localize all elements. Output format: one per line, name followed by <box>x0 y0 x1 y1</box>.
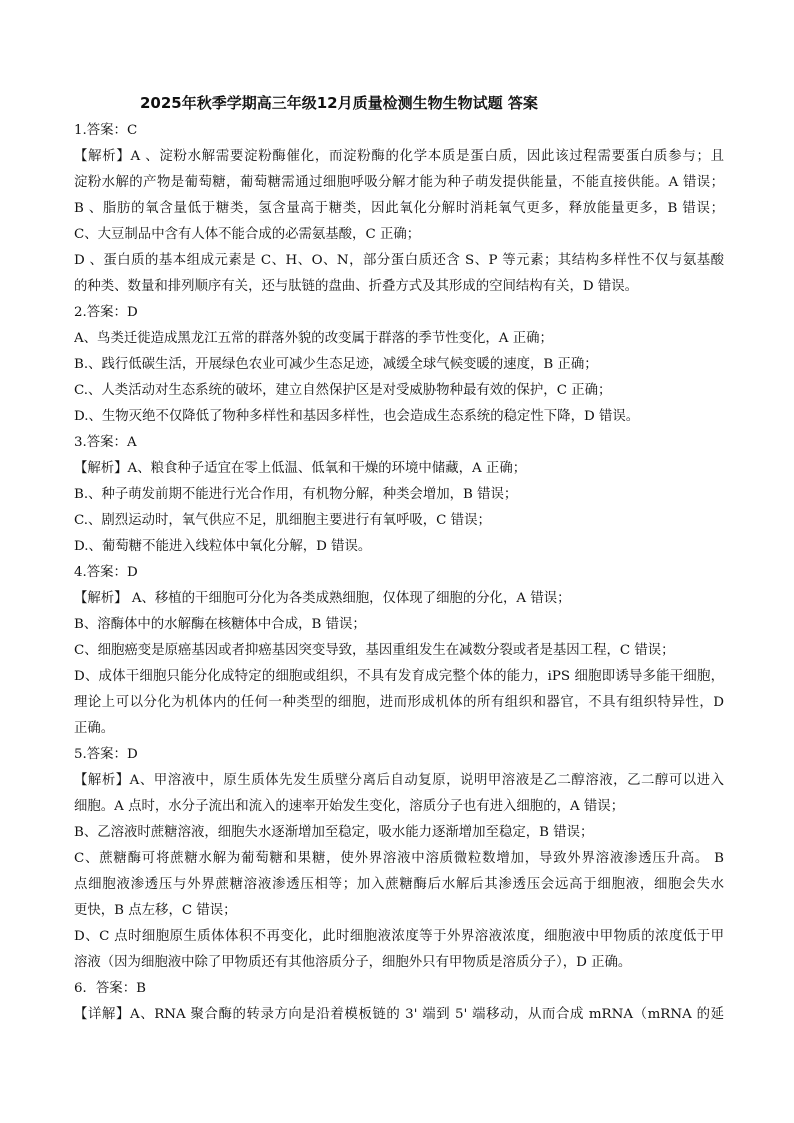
text-line: 正确。 <box>74 721 115 736</box>
text-line: 溶液（因为细胞液中除了甲物质还有其他溶质分子，细胞外只有甲物质是溶质分子），D 正确。 <box>74 955 632 970</box>
text-line: D、C 点时细胞原生质体体积不再变化，此时细胞液浓度等于外界溶液浓度，细胞液中甲物质的浓度低于甲 <box>74 929 724 944</box>
text-line: A、鸟类迁徙造成黑龙江五常的群落外貌的改变属于群落的季节性变化，A 正确； <box>74 331 553 346</box>
text-line: 【解析】A 、淀粉水解需要淀粉酶催化，而淀粉酶的化学本质是蛋白质，因此该过程需要蛋白质参与；且 <box>74 149 724 164</box>
text-line: C、蔗糖酶可将蔗糖水解为葡萄糖和果糖，使外界溶液中溶质微粒数增加，导致外界溶液渗透压升高。 B <box>74 851 724 866</box>
text-line: 的种类、数量和排列顺序有关，还与肽链的盘曲、折叠方式及其形成的空间结构有关，D 错误。 <box>74 279 639 294</box>
text-line: 【解析】A、粮食种子适宜在零上低温、低氧和干燥的环境中储藏，A 正确； <box>74 461 527 476</box>
text-line: 点细胞液渗透压与外界蔗糖溶液渗透压相等；加入蔗糖酶后水解后其渗透压会远高于细胞液，细胞会失水 <box>74 877 724 892</box>
text-line: D.、生物灭绝不仅降低了物种多样性和基因多样性，也会造成生态系统的稳定性下降，D 错误。 <box>74 409 640 424</box>
text-line: 2.答案：D <box>74 305 138 320</box>
text-line: 4.答案：D <box>74 565 138 580</box>
text-line: 【详解】A、RNA 聚合酶的转录方向是沿着模板链的 3' 端到 5' 端移动，从而合成 mRNA（mRNA 的延 <box>74 1007 724 1022</box>
text-line: 淀粉水解的产物是葡萄糖，葡萄糖需通过细胞呼吸分解才能为种子萌发提供能量，不能直接供能。A 错误； <box>74 175 724 190</box>
text-line: C.、剧烈运动时，氧气供应不足，肌细胞主要进行有氧呼吸，C 错误； <box>74 513 491 528</box>
text-line: B、溶酶体中的水解酶在核糖体中合成，B 错误； <box>74 617 366 632</box>
text-line: 3.答案：A <box>74 435 137 450</box>
document-title: 2025年秋季学期高三年级12月质量检测生物生物试题 答案 <box>140 94 538 112</box>
text-line: B 、脂肪的氧含量低于糖类，氢含量高于糖类，因此氧化分解时消耗氧气更多，释放能量更多，B 错误； <box>74 201 724 216</box>
text-line: D.、葡萄糖不能进入线粒体中氧化分解，D 错误。 <box>74 539 372 554</box>
text-line: D、成体干细胞只能分化成特定的细胞或组织，不具有发育成完整个体的能力，iPS 细胞即诱导多能干细胞， <box>74 669 724 684</box>
text-line: 5.答案：D <box>74 747 138 762</box>
text-line: D 、蛋白质的基本组成元素是 C、H、O、N，部分蛋白质还含 S、P 等元素；其结构多样性不仅与氨基酸 <box>74 253 724 268</box>
text-line: B、乙溶液时蔗糖溶液，细胞失水逐渐增加至稳定，吸水能力逐渐增加至稳定，B 错误； <box>74 825 594 840</box>
text-line: C.、人类活动对生态系统的破坏，建立自然保护区是对受威胁物种最有效的保护，C 正确； <box>74 383 612 398</box>
text-line: 细胞。A 点时，水分子流出和流入的速率开始发生变化，溶质分子也有进入细胞的，A 错误； <box>74 799 625 814</box>
text-line: 【解析】A、甲溶液中，原生质体先发生质壁分离后自动复原，说明甲溶液是乙二醇溶液，乙二醇可以进入 <box>74 773 724 788</box>
text-line: C、细胞癌变是原癌基因或者抑癌基因突变导致，基因重组发生在减数分裂或者是基因工程，C 错误； <box>74 643 675 658</box>
text-line: 【解析】 A、移植的干细胞可分化为各类成熟细胞，仅体现了细胞的分化，A 错误； <box>74 591 571 606</box>
text-line: B.、种子萌发前期不能进行光合作用，有机物分解，种类会增加，B 错误； <box>74 487 518 502</box>
text-line: 1.答案：C <box>74 123 138 138</box>
text-line: 更快，B 点左移，C 错误； <box>74 903 237 918</box>
document-body <box>74 118 724 1028</box>
text-line: 6．答案：B <box>74 981 146 996</box>
text-line: 理论上可以分化为机体内的任何一种类型的细胞，进而形成机体的所有组织和器官，不具有组织特异性，D <box>74 695 724 710</box>
text-line: B.、践行低碳生活，开展绿色农业可减少生态足迹，减缓全球气候变暖的速度，B 正确； <box>74 357 598 372</box>
text-line: C、大豆制品中含有人体不能合成的必需氨基酸，C 正确； <box>74 227 421 242</box>
